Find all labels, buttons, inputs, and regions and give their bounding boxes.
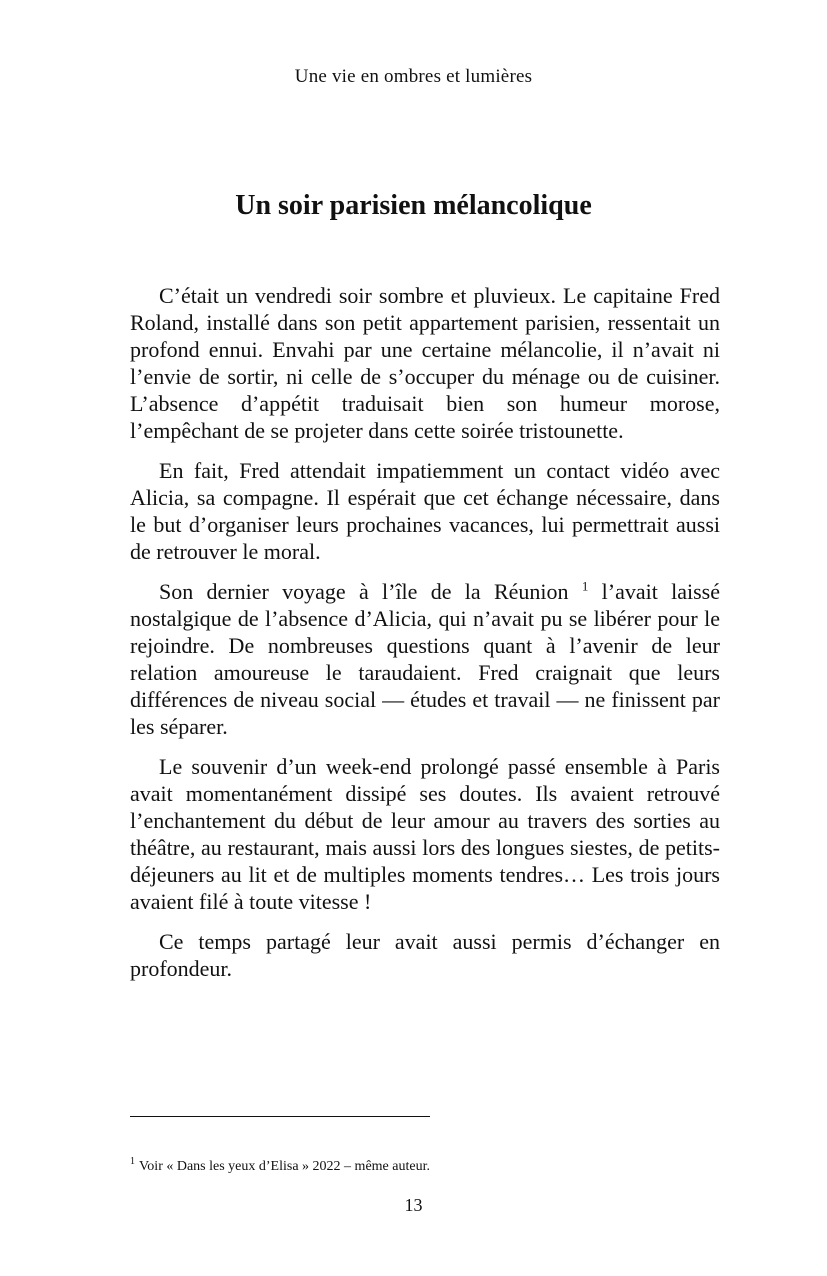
footnote-text: Voir « Dans les yeux d’Elisa » 2022 – même auteur. — [139, 1159, 430, 1174]
page-number: 13 — [404, 1195, 423, 1215]
footnote — [130, 1156, 720, 1175]
paragraph-5: Ce temps partagé leur avait aussi permis d’échanger en profondeur. — [130, 929, 720, 981]
footnote-reference[interactable]: 1 — [581, 578, 589, 594]
footnote-number: 1 — [130, 1156, 135, 1168]
paragraph-4: Le souvenir d’un week-end prolongé passé ensemble à Paris avait momentanément dissipé ses doutes. Ils avaient retrouvé l’enchantement du début de leur amour au travers des sorties au théâtre, au restaurant, mais aussi lors des longues siestes, de petits-déjeuners au lit et de multiples moments tendres… Les trois jours avaient filé à toute vitesse ! — [130, 754, 720, 914]
paragraph-1: C’était un vendredi soir sombre et pluvieux. Le capitaine Fred Roland, installé dans son petit appartement parisien, ressentait un profond ennui. Envahi par une certaine mélancolie, il n’avait ni l’envie de sortir, ni celle de s’occuper du ménage ou de cuisiner. L’absence d’appétit traduisait bien son humeur morose, l’empêchant de se projeter dans cette soirée tristounette. — [130, 283, 720, 443]
running-header: Une vie en ombres et lumières — [294, 66, 533, 87]
paragraph-3-text-before: Son dernier voyage à l’île de la Réunion — [159, 579, 569, 604]
paragraph-3 — [130, 578, 720, 740]
paragraph-3-text-after: l’avait laissé nostalgique de l’absence d’Alicia, qui n’avait pu se libérer pour le rejoindre. De nombreuses questions quant à l’avenir de leur relation amoureuse le taraudaient. Fred craignait que leurs différences de niveau social — études et travail — ne finissent par les séparer. — [130, 579, 720, 739]
chapter-title: Un soir parisien mélancolique — [235, 190, 592, 221]
body-text — [130, 282, 720, 995]
paragraph-2: En fait, Fred attendait impatiemment un contact vidéo avec Alicia, sa compagne. Il espérait que cet échange nécessaire, dans le but d’organiser leurs prochaines vacances, lui permettrait aussi de retrouver le moral. — [130, 458, 720, 564]
footnote-divider — [130, 1116, 430, 1117]
